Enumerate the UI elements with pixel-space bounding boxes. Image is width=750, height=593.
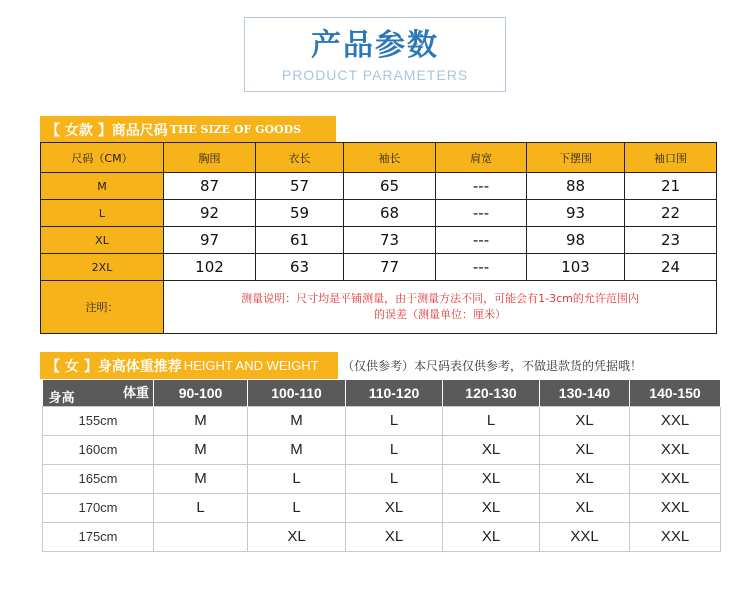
table-cell: 102 — [164, 254, 256, 281]
size-label: L — [41, 200, 164, 227]
recommend-banner — [40, 352, 338, 379]
table-row — [43, 493, 721, 522]
table-cell: M — [154, 464, 248, 493]
weight-label: 体重 — [122, 385, 149, 400]
page-header — [244, 17, 506, 92]
table-row — [43, 435, 721, 464]
height-weight-table — [42, 380, 721, 552]
table-cell: XXL — [630, 406, 721, 435]
table-cell: M — [248, 435, 346, 464]
table-cell: 68 — [344, 200, 436, 227]
table-cell: L — [346, 464, 443, 493]
column-header: 140-150 — [630, 380, 721, 406]
size-table — [40, 142, 717, 334]
table-cell: XL — [346, 522, 443, 551]
table-cell: 65 — [344, 173, 436, 200]
height-cell: 170cm — [43, 493, 154, 522]
height-label: 身高 — [48, 389, 75, 405]
table-cell: M — [154, 406, 248, 435]
table-cell: XXL — [630, 464, 721, 493]
corner-cell — [43, 380, 154, 406]
table-cell: 92 — [164, 200, 256, 227]
table-cell: 23 — [625, 227, 717, 254]
table-row — [41, 173, 717, 200]
column-header: 尺码（CM） — [41, 143, 164, 173]
size-label: XL — [41, 227, 164, 254]
height-cell: 175cm — [43, 522, 154, 551]
table-cell — [154, 522, 248, 551]
table-cell: 88 — [527, 173, 625, 200]
table-row — [41, 254, 717, 281]
table-cell: 87 — [164, 173, 256, 200]
table-row — [41, 227, 717, 254]
measurement-note — [164, 281, 717, 334]
table-cell: 59 — [256, 200, 344, 227]
note-line: 的误差（测量单位：厘米） — [374, 308, 506, 321]
height-cell: 155cm — [43, 406, 154, 435]
column-header: 110-120 — [346, 380, 443, 406]
table-cell: --- — [436, 200, 527, 227]
height-weight-header — [43, 380, 721, 406]
table-cell: 103 — [527, 254, 625, 281]
table-cell: XL — [540, 464, 630, 493]
column-header: 130-140 — [540, 380, 630, 406]
table-cell: --- — [436, 173, 527, 200]
note-line: 测量说明：尺寸均是平铺测量，由于测量方法不同，可能会有1-3cm的允许范围内 — [241, 292, 639, 305]
column-header: 衣长 — [256, 143, 344, 173]
table-cell: 61 — [256, 227, 344, 254]
table-row — [41, 200, 717, 227]
table-cell: 63 — [256, 254, 344, 281]
column-header: 120-130 — [443, 380, 540, 406]
table-cell: 21 — [625, 173, 717, 200]
table-row — [43, 464, 721, 493]
reference-note: （仅供参考）本尺码表仅供参考，不做退款货的凭据哦！ — [342, 359, 643, 373]
table-cell: 77 — [344, 254, 436, 281]
table-cell: L — [443, 406, 540, 435]
note-label: 注明： — [41, 281, 164, 334]
height-cell: 160cm — [43, 435, 154, 464]
table-cell: 57 — [256, 173, 344, 200]
table-cell: XL — [540, 435, 630, 464]
table-cell: 98 — [527, 227, 625, 254]
column-header: 肩宽 — [436, 143, 527, 173]
table-cell: M — [248, 406, 346, 435]
women-size-banner-en: THE SIZE OF GOODS — [169, 123, 302, 136]
table-cell: L — [248, 464, 346, 493]
table-cell: M — [154, 435, 248, 464]
column-header: 100-110 — [248, 380, 346, 406]
size-table-header — [41, 143, 717, 173]
column-header: 下摆围 — [527, 143, 625, 173]
table-cell: 24 — [625, 254, 717, 281]
note-row — [41, 281, 717, 334]
table-cell: XXL — [630, 435, 721, 464]
column-header: 90-100 — [154, 380, 248, 406]
size-label: M — [41, 173, 164, 200]
table-cell: L — [154, 493, 248, 522]
table-cell: L — [346, 435, 443, 464]
table-cell: 93 — [527, 200, 625, 227]
table-cell: XL — [540, 493, 630, 522]
table-cell: 73 — [344, 227, 436, 254]
table-cell: XL — [540, 406, 630, 435]
table-row — [43, 406, 721, 435]
table-cell: XL — [443, 435, 540, 464]
recommend-banner-en: HEIGHT AND WEIGHT — [183, 358, 319, 373]
table-cell: 22 — [625, 200, 717, 227]
table-cell: XL — [248, 522, 346, 551]
women-size-banner-cn: 【 女款 】商品尺码 — [46, 122, 168, 139]
page-title: 产品参数 — [311, 28, 439, 63]
table-cell: L — [346, 406, 443, 435]
table-row — [43, 522, 721, 551]
page-subtitle: PRODUCT PARAMETERS — [281, 67, 469, 83]
table-cell: L — [248, 493, 346, 522]
table-cell: --- — [436, 254, 527, 281]
size-label: 2XL — [41, 254, 164, 281]
table-cell: 97 — [164, 227, 256, 254]
column-header: 袖长 — [344, 143, 436, 173]
height-cell: 165cm — [43, 464, 154, 493]
table-cell: XL — [443, 493, 540, 522]
table-cell: XXL — [540, 522, 630, 551]
table-cell: XXL — [630, 493, 721, 522]
table-cell: --- — [436, 227, 527, 254]
column-header: 袖口围 — [625, 143, 717, 173]
table-cell: XL — [346, 493, 443, 522]
women-size-banner — [40, 116, 336, 143]
table-cell: XL — [443, 464, 540, 493]
column-header: 胸围 — [164, 143, 256, 173]
recommend-banner-cn: 【 女 】身高体重推荐 — [46, 358, 182, 375]
table-cell: XXL — [630, 522, 721, 551]
table-cell: XL — [443, 522, 540, 551]
